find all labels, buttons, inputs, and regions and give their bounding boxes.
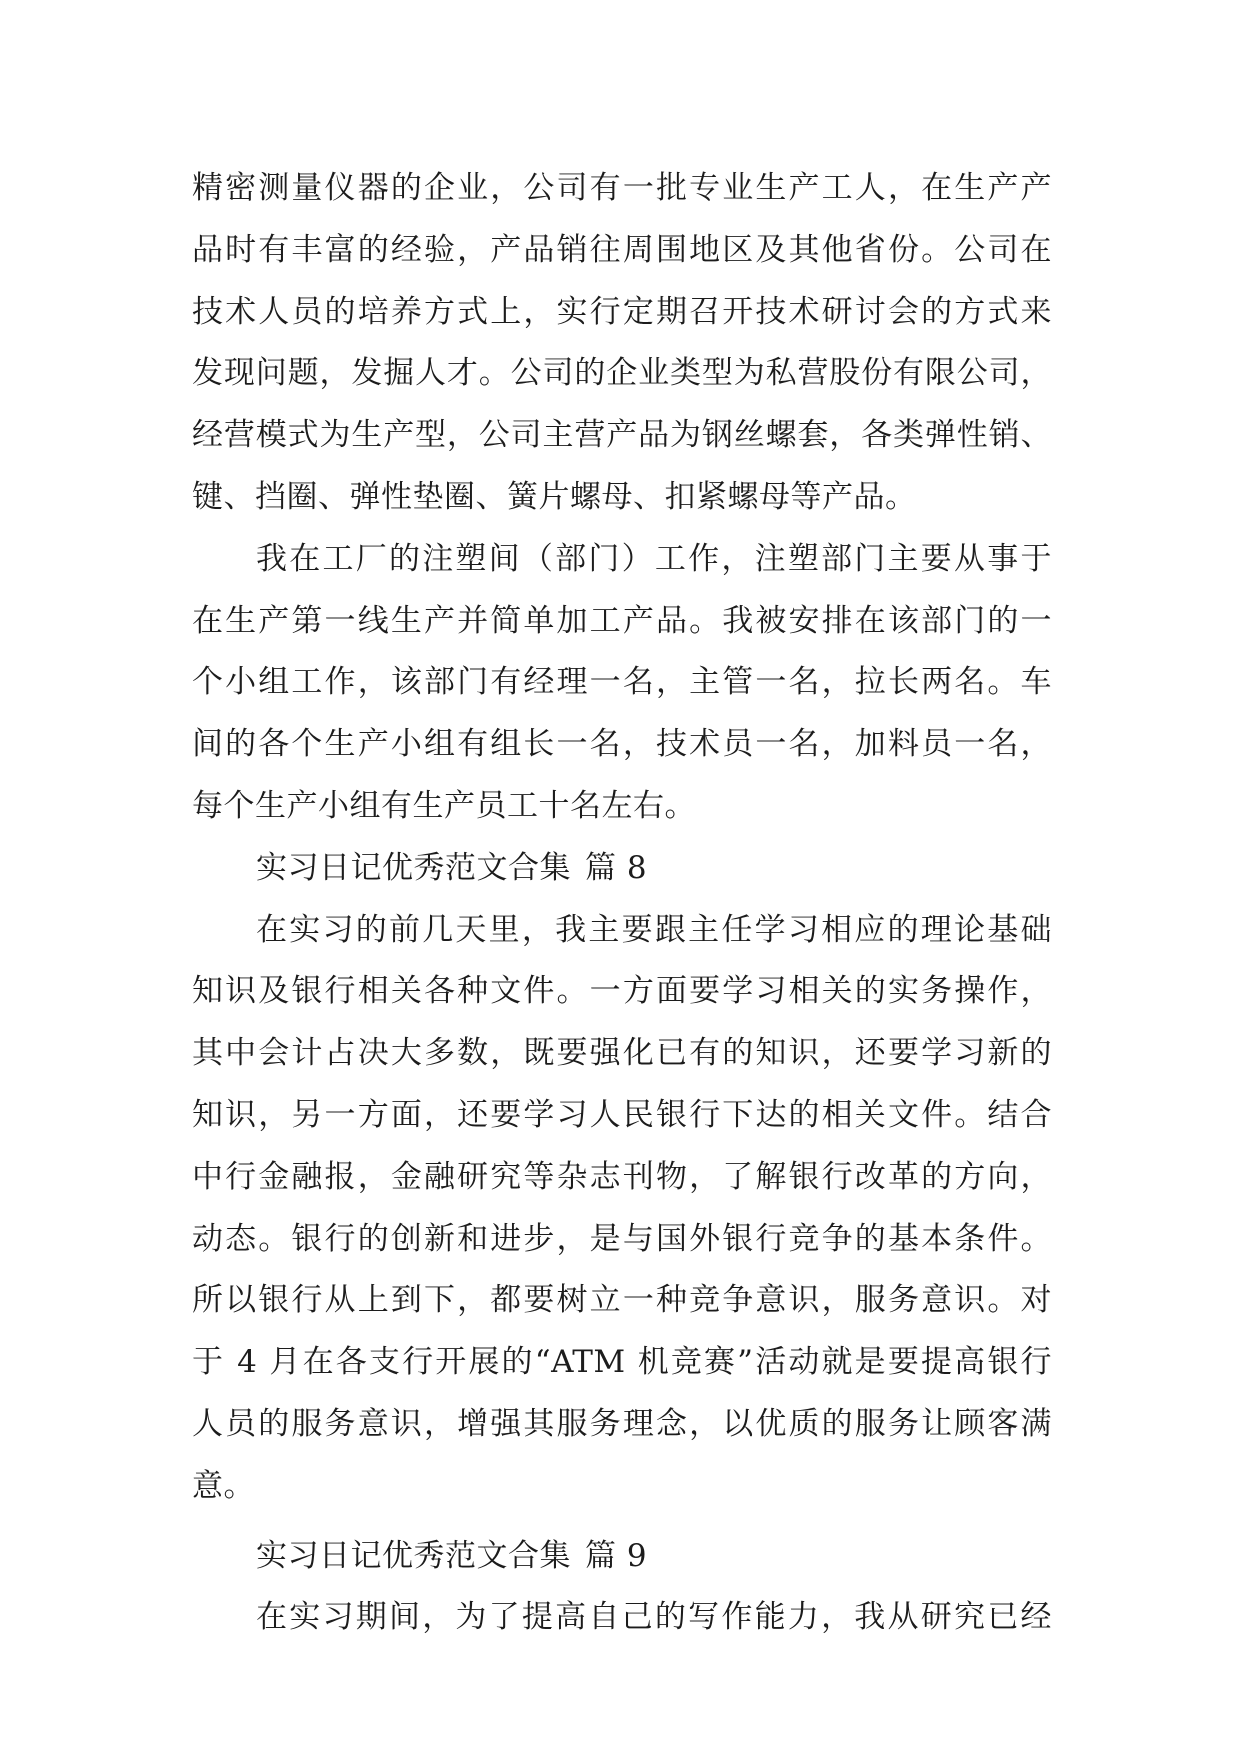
section-heading-9 — [192, 1526, 1052, 1588]
section-heading-title: 实习日记优秀范文合集 — [256, 1537, 571, 1574]
text-line: 个小组工作，该部门有经理一名，主管一名，拉长两名。车 — [192, 664, 1052, 701]
section-heading-number: 篇 9 — [585, 1537, 648, 1574]
text-line: 精密测量仪器的企业，公司有一批专业生产工人，在生产产 — [192, 170, 1052, 206]
text-line: 在生产第一线生产并简单加工产品。我被安排在该部门的一 — [192, 602, 1052, 639]
text-line: 键、挡圈、弹性垫圈、簧片螺母、扣紧螺母等产品。 — [192, 478, 917, 515]
section-heading-number: 篇 8 — [585, 849, 648, 886]
text-line: 在实习期间，为了提高自己的写作能力，我从研究已经 — [256, 1599, 1052, 1636]
paragraph-writing-practice — [192, 1587, 1052, 1649]
document-body — [192, 158, 1052, 1649]
text-line: 在实习的前几天里，我主要跟主任学习相应的理论基础 — [256, 911, 1052, 948]
text-line: 每个生产小组有生产员工十名左右。 — [192, 787, 696, 824]
section-heading-title: 实习日记优秀范文合集 — [256, 849, 571, 886]
text-line: 知识及银行相关各种文件。一方面要学习相关的实务操作， — [192, 973, 1052, 1010]
text-line: 我在工厂的注塑间（部门）工作，注塑部门主要从事于 — [256, 540, 1052, 577]
text-line: 知识，另一方面，还要学习人民银行下达的相关文件。结合 — [192, 1096, 1052, 1133]
text-line: 于 4 月在各支行开展的“ATM 机竞赛”活动就是要提高银行 — [192, 1344, 1052, 1381]
text-line: 所以银行从上到下，都要树立一种竞争意识，服务意识。对 — [192, 1282, 1052, 1319]
text-line: 技术人员的培养方式上，实行定期召开技术研讨会的方式来 — [192, 293, 1052, 330]
text-line: 中行金融报，金融研究等杂志刊物，了解银行改革的方向， — [192, 1158, 1052, 1195]
paragraph-bank-internship — [192, 900, 1052, 1518]
section-heading-8 — [192, 838, 1052, 900]
paragraph-department — [192, 529, 1052, 838]
paragraph-company-intro — [192, 158, 1052, 529]
text-line: 其中会计占决大多数，既要强化已有的知识，还要学习新的 — [192, 1035, 1052, 1072]
text-line: 品时有丰富的经验，产品销往周围地区及其他省份。公司在 — [192, 231, 1052, 268]
text-line: 发现问题，发掘人才。公司的企业类型为私营股份有限公司， — [192, 355, 1052, 392]
text-line: 间的各个生产小组有组长一名，技术员一名，加料员一名， — [192, 726, 1052, 763]
text-line: 人员的服务意识，增强其服务理念，以优质的服务让顾客满 — [192, 1405, 1052, 1442]
text-line: 动态。银行的创新和进步，是与国外银行竞争的基本条件。 — [192, 1220, 1052, 1257]
text-line: 经营模式为生产型，公司主营产品为钢丝螺套，各类弹性销、 — [192, 417, 1052, 454]
text-line: 意。 — [192, 1467, 255, 1504]
